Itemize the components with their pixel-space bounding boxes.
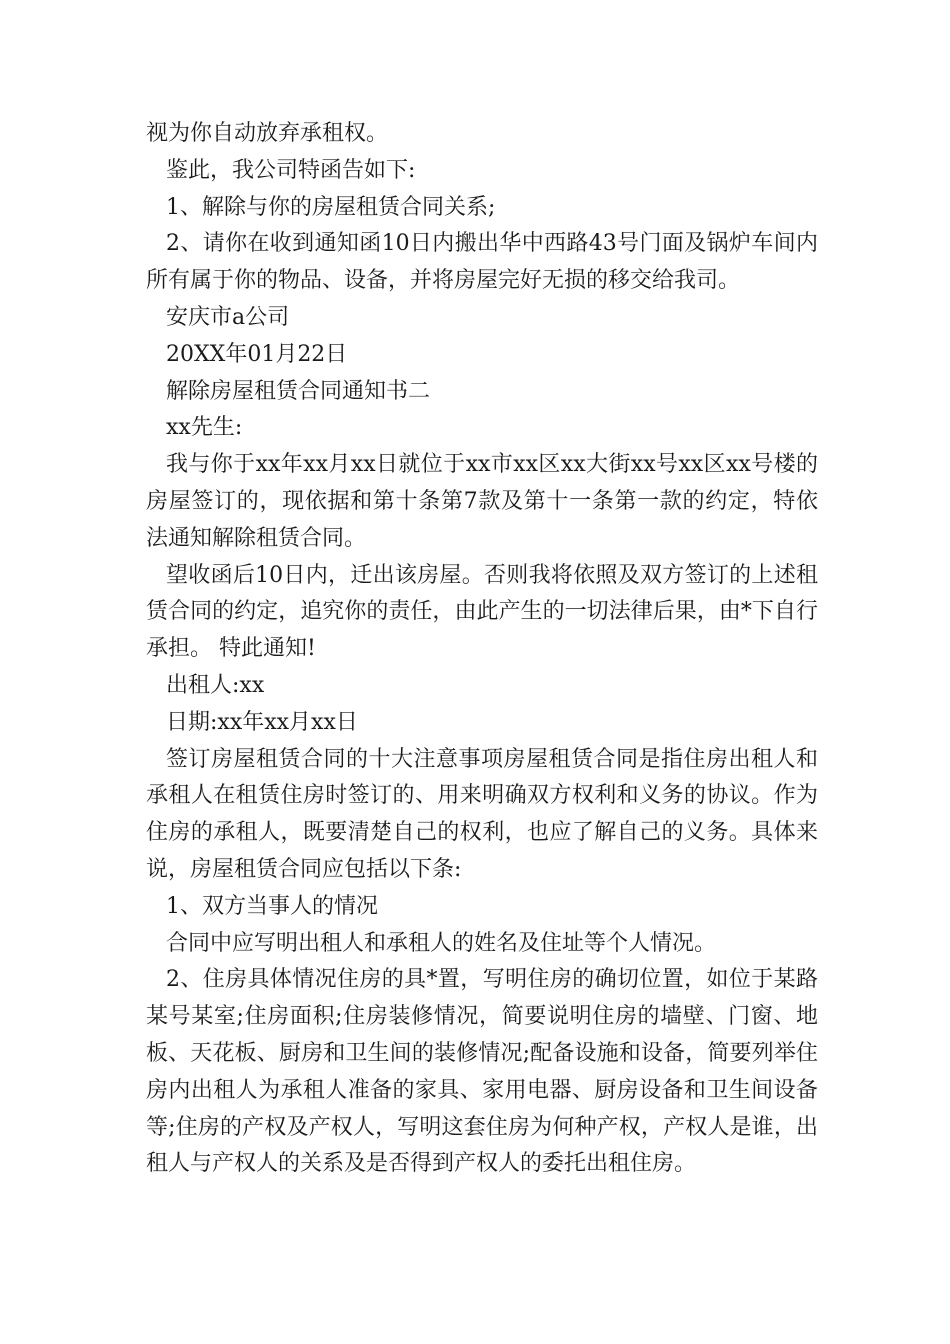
document-body bbox=[146, 116, 818, 1183]
paragraph-lessor: 出租人:xx bbox=[166, 672, 265, 698]
paragraph-item-2: 2、请你在收到通知函10日内搬出华中西路43号门面及锅炉车间内所有属于你的物品、设备，并将房屋完好无损的移交给我司。 bbox=[146, 231, 818, 294]
paragraph-section-title: 解除房屋租赁合同通知书二 bbox=[166, 378, 431, 404]
paragraph-item-1: 1、解除与你的房屋租赁合同关系; bbox=[166, 194, 496, 220]
paragraph-ten-notes-intro: 签订房屋租赁合同的十大注意事项房屋租赁合同是指住房出租人和承租人在租赁住房时签订的、用来明确双方权利和义务的协议。作为住房的承租人，既要清楚自己的权利，也应了解自己的义务。具体来说，房屋租赁合同应包括以下条: bbox=[146, 746, 818, 882]
paragraph-salutation: xx先生: bbox=[166, 415, 243, 441]
paragraph-date-1: 20XX年01月22日 bbox=[166, 341, 348, 367]
paragraph-date-2: 日期:xx年xx月xx日 bbox=[166, 709, 358, 735]
paragraph-notice-demand: 望收函后10日内，迁出该房屋。否则我将依照及双方签订的上述租赁合同的约定，追究你的责任，由此产生的一切法律后果，由*下自行承担。 特此通知! bbox=[146, 562, 818, 662]
paragraph-continuation: 视为你自动放弃承租权。 bbox=[146, 121, 389, 146]
paragraph-company-signature: 安庆市a公司 bbox=[166, 304, 290, 330]
paragraph-notice-intro: 鉴此，我公司特函告如下: bbox=[166, 157, 416, 183]
paragraph-notice-body: 我与你于xx年xx月xx日就位于xx市xx区xx大街xx号xx区xx号楼的房屋签订的，现依据和第十条第7款及第十一条第一款的约定，特依法通知解除租赁合同。 bbox=[146, 452, 818, 551]
paragraph-note-1-heading: 1、双方当事人的情况 bbox=[166, 893, 378, 919]
paragraph-note-2: 2、住房具体情况住房的具*置，写明住房的确切位置，如位于某路某号某室;住房面积;住房装修情况，简要说明住房的墙壁、门窗、地板、天花板、厨房和卫生间的装修情况;配备设施和设备，简要列举住房内出租人为承租人准备的家具、家用电器、厨房设备和卫生间设备等;住房的产权及产权人，写明这套住房为何种产权，产权人是谁，出租人与产权人的关系及是否得到产权人的委托出租住房。 bbox=[146, 967, 818, 1177]
paragraph-note-1-body: 合同中应写明出租人和承租人的姓名及住址等个人情况。 bbox=[166, 930, 717, 956]
